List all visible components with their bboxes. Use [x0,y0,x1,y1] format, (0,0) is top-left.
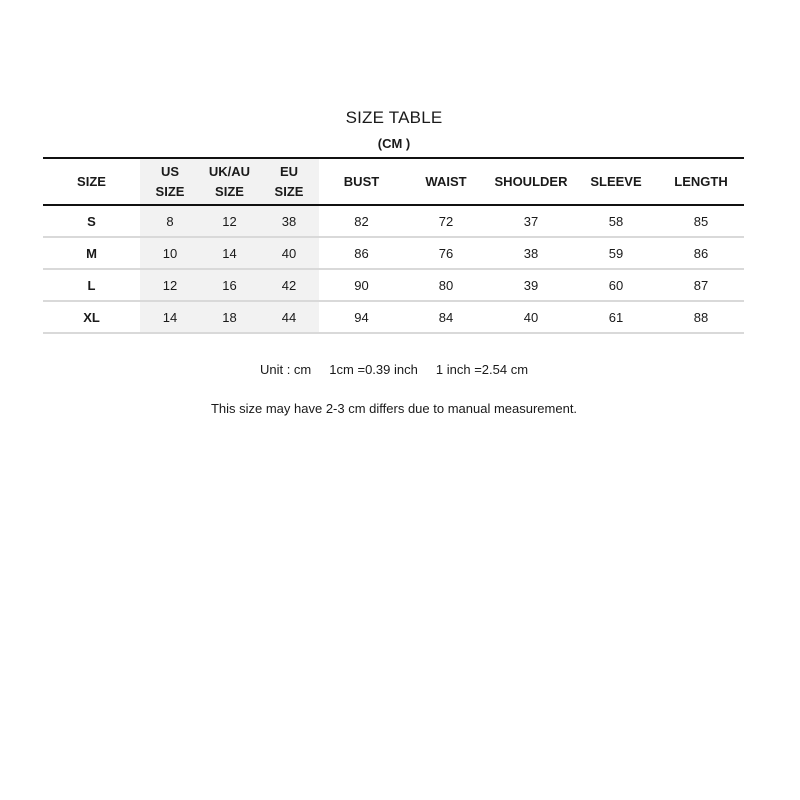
cell-sleeve: 61 [574,301,658,333]
table-row [43,301,744,333]
cell-bust: 82 [319,205,404,237]
cell-shoulder: 38 [488,237,574,269]
cell-sleeve: 58 [574,205,658,237]
cell-length: 88 [658,301,744,333]
cell-eu-size: 44 [259,301,319,333]
table-row [43,269,744,301]
cell-sleeve: 60 [574,269,658,301]
cell-eu-size: 38 [259,205,319,237]
cell-us-size: 14 [140,301,200,333]
cell-shoulder: 37 [488,205,574,237]
cell-waist: 72 [404,205,488,237]
cell-waist: 80 [404,269,488,301]
cell-length: 87 [658,269,744,301]
cell-shoulder: 39 [488,269,574,301]
table-row [43,237,744,269]
cell-uk-au-size: 12 [200,205,259,237]
measurement-note: This size may have 2-3 cm differs due to manual measurement. [210,401,578,416]
cell-waist: 84 [404,301,488,333]
header-shoulder: SHOULDER [488,158,574,205]
cell-us-size: 8 [140,205,200,237]
header-bust: BUST [319,158,404,205]
cell-us-size: 12 [140,269,200,301]
cell-uk-au-size: 16 [200,269,259,301]
header-uk-au-size: UK/AU SIZE [200,158,259,205]
cell-shoulder: 40 [488,301,574,333]
page-title: SIZE TABLE [345,108,443,127]
cell-eu-size: 42 [259,269,319,301]
unit-conversion-text: Unit : cm 1cm =0.39 inch 1 inch =2.54 cm [259,362,529,377]
cell-bust: 90 [319,269,404,301]
size-table [43,157,744,334]
cell-sleeve: 59 [574,237,658,269]
header-size: SIZE [43,158,140,205]
cell-length: 85 [658,205,744,237]
header-row [43,158,744,205]
cell-size: M [43,237,140,269]
header-length: LENGTH [658,158,744,205]
cell-us-size: 10 [140,237,200,269]
header-us-size: US SIZE [140,158,200,205]
header-eu-size: EU SIZE [259,158,319,205]
table-row [43,205,744,237]
cell-uk-au-size: 18 [200,301,259,333]
cell-bust: 94 [319,301,404,333]
cell-bust: 86 [319,237,404,269]
cell-length: 86 [658,237,744,269]
unit-subtitle: (CM ) [377,136,411,151]
header-sleeve: SLEEVE [574,158,658,205]
cell-size: S [43,205,140,237]
cell-eu-size: 40 [259,237,319,269]
cell-uk-au-size: 14 [200,237,259,269]
cell-waist: 76 [404,237,488,269]
cell-size: XL [43,301,140,333]
header-waist: WAIST [404,158,488,205]
cell-size: L [43,269,140,301]
